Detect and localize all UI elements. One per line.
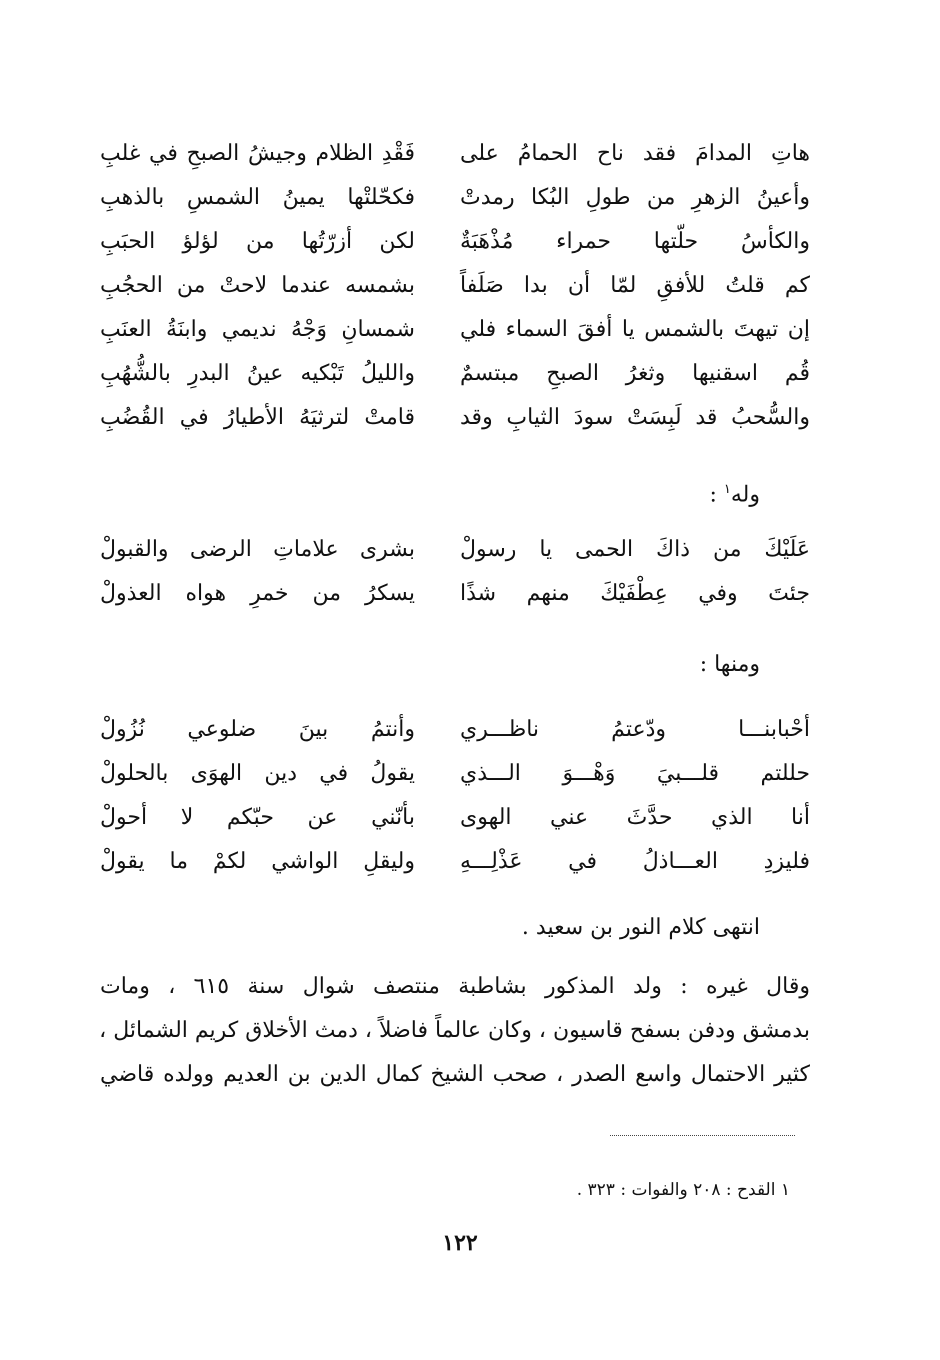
poem-stanza-2: [100, 528, 810, 616]
footnote-marker: ١: [723, 482, 731, 497]
second-hemistich: فَقْدِ الظلام وجيشُ الصبحِ في غلبِ: [100, 141, 415, 166]
second-hemistich: يسكرُ من خمرِ هواه العذولْ: [100, 581, 415, 606]
second-hemistich: والليلُ تَبْكيه عينُ البدرِ بالشُّهُبِ: [100, 361, 415, 386]
verse-line: [100, 572, 810, 616]
verse-line: [100, 752, 810, 796]
first-hemistich: إن تيهتَ بالشمس يا أفقَ السماء فلي: [460, 317, 810, 342]
first-hemistich: فليزدِ العـــاذلُ في عَذْلِـــهِ: [460, 849, 810, 874]
first-hemistich: والسُّحبُ قد لَبِسَتْ سودَ الثيابِ وقد: [460, 405, 810, 430]
prose-line: بدمشق ودفن بسفح قاسيون ، وكان عالماً فاضلاً ، دمث الأخلاق كريم الشمائل ،: [99, 1018, 810, 1043]
first-hemistich: جئتَ وفي عِطْفَيْكَ منهم شذًا: [460, 581, 810, 606]
page-number: ١٢٢: [442, 1230, 478, 1256]
heading-text: وله: [730, 482, 760, 508]
second-hemistich: بأنّني عن حبّكم لا أحولْ: [100, 805, 415, 830]
verse-line: [100, 840, 810, 884]
second-hemistich: وأنتمُ بينَ ضلوعي نُزُولْ: [100, 717, 415, 742]
prose-line: وقال غيره : ولد المذكور بشاطبة منتصف شوال سنة ٦١٥ ، ومات: [100, 974, 810, 999]
first-hemistich: عَلَيْكَ من ذاكَ الحمى يا رسولْ: [460, 537, 810, 562]
second-hemistich: لكن أزرّتُها من لؤلؤ الحبَبِ: [100, 229, 415, 254]
second-hemistich: وليقلِ الواشي لكمْ ما يقولْ: [100, 849, 415, 874]
first-hemistich: أحْبابنـــا ودّعتمُ ناظـــري: [460, 717, 810, 742]
prose-paragraph: [100, 965, 810, 1097]
verse-line: [100, 308, 810, 352]
first-hemistich: هاتِ المدامَ فقد ناح الحمامُ على: [460, 141, 810, 166]
heading-colon: :: [709, 482, 724, 508]
footnote: ١ القدح : ٢٠٨ والفوات : ٣٢٣ .: [576, 1180, 790, 1200]
verse-line: [100, 708, 810, 752]
first-hemistich: حللتم قلـــبيَ وَهْـــوَ الـــذي: [460, 761, 810, 786]
verse-line: [100, 528, 810, 572]
verse-line: [100, 220, 810, 264]
verse-line: [100, 352, 810, 396]
second-hemistich: بشرى علاماتِ الرضى والقبولْ: [100, 537, 415, 562]
second-hemistich: قامتْ لترثيَهُ الأطيارُ في القُضُبِ: [100, 405, 415, 430]
section-heading-wa-minha: ومنها :: [699, 652, 760, 677]
second-hemistich: فكحّلتْها يمينُ الشمسِ بالذهبِ: [100, 185, 415, 210]
verse-line: [100, 176, 810, 220]
verse-line: [100, 264, 810, 308]
poem-stanza-3: [100, 708, 810, 884]
first-hemistich: وأعينُ الزهرِ من طولِ البُكا رمدتْ: [460, 185, 810, 210]
second-hemistich: يقولُ في دين الهوَى بالحلولْ: [100, 761, 415, 786]
second-hemistich: شمسانِ وَجْهُ نديمي وابنَةُ العنَبِ: [100, 317, 415, 342]
footnote-divider: [610, 1135, 795, 1136]
second-hemistich: بشمسه عندما لاحتْ من الحجُبِ: [100, 273, 415, 298]
first-hemistich: كم قلتُ للأفقِ لمّا أن بدا صَلَفاً: [460, 273, 810, 298]
poem-stanza-1: [100, 132, 810, 440]
verse-line: [100, 396, 810, 440]
section-heading-wa-lahu: [709, 470, 760, 515]
first-hemistich: أنا الذي حدَّثَ عني الهوى: [460, 805, 810, 830]
prose-line: كثير الاحتمال واسع الصدر ، صحب الشيخ كمال الدين بن العديم وولده قاضي: [100, 1062, 810, 1087]
first-hemistich: قُم اسقنيها وثغرُ الصبحِ مبتسمٌ: [460, 361, 810, 386]
end-of-quote-note: انتهى كلام النور بن سعيد .: [521, 915, 760, 940]
first-hemistich: والكأسُ حلّتها حمراء مُذْهَبَةٌ: [460, 229, 810, 254]
verse-line: [100, 132, 810, 176]
verse-line: [100, 796, 810, 840]
